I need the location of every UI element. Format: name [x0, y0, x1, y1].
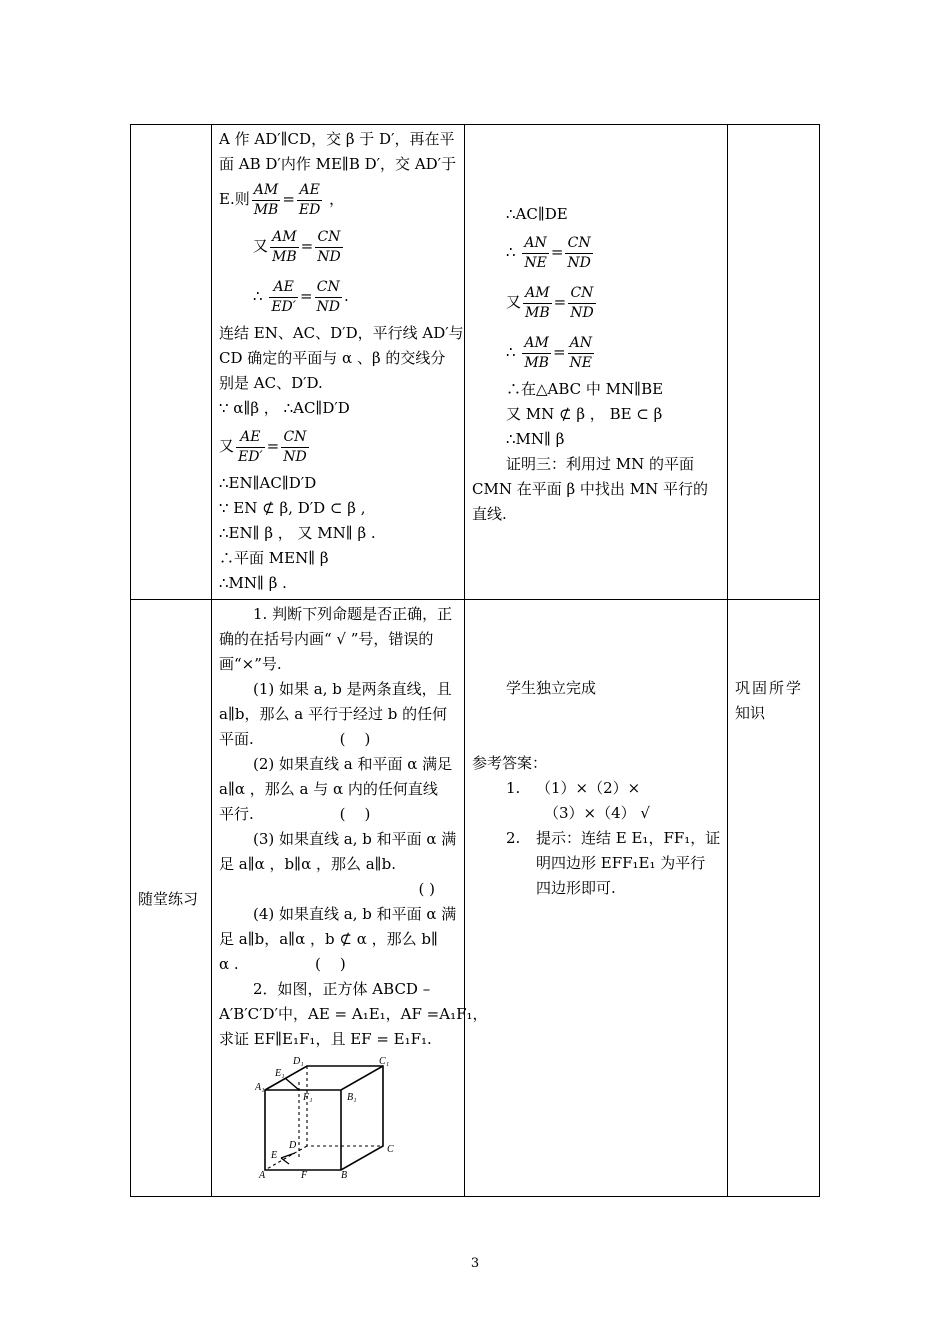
label-d1: D₁ [293, 1056, 304, 1067]
stage-cell [131, 125, 212, 600]
page-number: 3 [470, 1256, 480, 1271]
question-line: (4) 如果直线 a, b 和平面 α 满 [253, 905, 457, 923]
list-item [506, 776, 722, 826]
label-e: E [271, 1150, 278, 1161]
question-line: A′B′C′D′中，AE = A₁E₁，AF =A₁F₁， [219, 1005, 488, 1023]
label-f: F [301, 1170, 308, 1180]
exercise-cell [212, 600, 488, 1197]
proof-line: ∵ α∥β ， ∴AC∥D′D [219, 399, 350, 417]
proof-line: A 作 AD′∥CD，交 β 于 D′，再在平 [219, 130, 455, 148]
label-f1: F₁ [303, 1092, 313, 1103]
purpose-line: 巩固所学 [735, 679, 804, 697]
proof-line: ∴ $\frac{AE}{ED'}$ = $\frac{CN}{ND}$ . [253, 278, 349, 315]
answer-number: 1. [506, 779, 521, 797]
teacher-proof-cell [212, 125, 465, 600]
answer-number: 2. [506, 829, 521, 847]
label-d: D [289, 1140, 297, 1151]
proof-line: 又 MN ⊄ β ， BE ⊂ β [506, 405, 663, 423]
fraction: $\frac{CN}{ND}$ [567, 234, 591, 271]
segment-e1f1 [285, 1078, 299, 1090]
hidden-edges [307, 1066, 383, 1146]
label-a1: A₁ [255, 1082, 265, 1093]
proof-line: ∴MN∥ β . [219, 574, 287, 592]
proof-line: ∴EN∥ β ， 又 MN∥ β . [219, 524, 376, 542]
purpose-cell [728, 125, 820, 600]
fraction: $\frac{AM}{MB}$ [272, 228, 297, 265]
table-row [131, 125, 820, 600]
fraction: $\frac{AE}{ED'}$ [271, 278, 296, 315]
list-item [506, 826, 722, 901]
answer-line: 四边形即可. [536, 879, 616, 897]
fraction: $\frac{CN}{ND}$ [317, 228, 341, 265]
answer-line: （1）×（2）× [536, 779, 641, 797]
student-activity-cell [465, 600, 728, 1197]
label-c: C [387, 1144, 394, 1155]
fraction: $\frac{CN}{ND}$ [283, 428, 307, 465]
fraction: $\frac{AN}{NE}$ [524, 234, 547, 271]
cube-outline [265, 1066, 383, 1170]
proof-line: 面 AB D′内作 ME∥B D′，交 AD′于 [219, 155, 457, 173]
proof-line: ∴MN∥ β [506, 430, 565, 448]
proof-line: 别是 AC、D′D. [219, 374, 323, 392]
table-row [131, 600, 820, 1197]
stage-label: 随堂练习 [131, 600, 212, 1197]
question-line: 足 a∥α ，b∥α ，那么 a∥b. [219, 855, 396, 873]
segment-ef [281, 1153, 295, 1164]
question-line: 平面. ( ) [219, 730, 371, 748]
question-line: 确的在括号内画“ √ ”号，错误的 [219, 630, 434, 648]
label-a: A [259, 1170, 266, 1180]
lesson-table [130, 124, 820, 1197]
question-line: 平行. ( ) [219, 805, 371, 823]
label-b1: B₁ [347, 1092, 357, 1103]
answer-title: 参考答案： [472, 754, 548, 772]
fraction: $\frac{AM}{MB}$ [525, 284, 550, 321]
fraction: $\frac{AM}{MB}$ [524, 334, 549, 371]
proof-line: 又 $\frac{AM}{MB}$ = $\frac{CN}{ND}$ [253, 228, 341, 265]
proof-line: 连结 EN、AC、D′D，平行线 AD′与 [219, 324, 464, 342]
question-line: a∥b，那么 a 平行于经过 b 的任何 [219, 705, 448, 723]
fraction: $\frac{CN}{ND}$ [316, 278, 341, 315]
answer-line: 提示：连结 E E₁，FF₁，证 [536, 829, 721, 847]
label-c1: C₁ [379, 1056, 390, 1067]
proof-line: ∴EN∥AC∥D′D [219, 474, 317, 492]
question-line: α . ( ) [219, 955, 346, 973]
proof-line: 又 $\frac{AM}{MB}$ = $\frac{CN}{ND}$ [506, 284, 594, 321]
proof-line: ∴AC∥DE [506, 205, 568, 223]
question-line: ( ) [418, 880, 435, 898]
proof-line: 证明三：利用过 MN 的平面 [506, 455, 695, 473]
proof-line: ∵ EN ⊄ β, D′D ⊂ β , [219, 499, 366, 517]
student-proof-cell [465, 125, 728, 600]
proof-line: ∴ $\frac{AN}{NE}$ = $\frac{CN}{ND}$ [506, 234, 591, 271]
label-e1: E₁ [275, 1068, 285, 1079]
activity-text: 学生独立完成 [506, 679, 597, 697]
fraction: $\frac{AM}{MB}$ [253, 181, 279, 218]
proof-line: E.则 $\frac{AM}{MB}$ = $\frac{AE}{ED}$ ， [219, 181, 345, 218]
question-line: (3) 如果直线 a, b 和平面 α 满 [253, 830, 457, 848]
fraction: $\frac{AE}{ED'}$ [238, 428, 263, 465]
answer-line: 明四边形 EFF₁E₁ 为平行 [536, 854, 706, 872]
question-line: 1. 判断下列命题是否正确，正 [253, 605, 453, 623]
fraction: $\frac{AN}{NE}$ [569, 334, 593, 371]
purpose-cell [728, 600, 820, 1197]
label-b: B [341, 1170, 348, 1180]
proof-line: CD 确定的平面与 α 、β 的交线分 [219, 349, 446, 367]
question-line: (1) 如果 a, b 是两条直线，且 [253, 680, 452, 698]
question-line: 画“×”号. [219, 655, 282, 673]
answer-line: （3）×（4） √ [544, 804, 650, 822]
cube-figure [255, 1056, 405, 1180]
answer-list [472, 776, 722, 901]
fraction: $\frac{CN}{ND}$ [570, 284, 594, 321]
question-line: 求证 EF∥E₁F₁，且 EF = E₁F₁. [219, 1030, 432, 1048]
proof-line: 又 $\frac{AE}{ED'}$ = $\frac{CN}{ND}$ [219, 428, 307, 465]
question-line: 2．如图，正方体 ABCD – [253, 980, 431, 998]
purpose-line: 知识 [735, 704, 766, 722]
proof-line: ∴平面 MEN∥ β [219, 549, 329, 567]
proof-line: 直线. [472, 505, 507, 523]
proof-line: CMN 在平面 β 中找出 MN 平行的 [472, 480, 708, 498]
question-line: a∥α ，那么 a 与 α 内的任何直线 [219, 780, 438, 798]
question-line: 足 a∥b，a∥α ，b ⊄ α ，那么 b∥ [219, 930, 438, 948]
proof-line: ∴ $\frac{AM}{MB}$ = $\frac{AN}{NE}$ [506, 334, 593, 371]
question-line: (2) 如果直线 a 和平面 α 满足 [253, 755, 453, 773]
proof-line: ∴在△ABC 中 MN∥BE [506, 380, 664, 398]
fraction: $\frac{AE}{ED}$ [298, 181, 321, 218]
